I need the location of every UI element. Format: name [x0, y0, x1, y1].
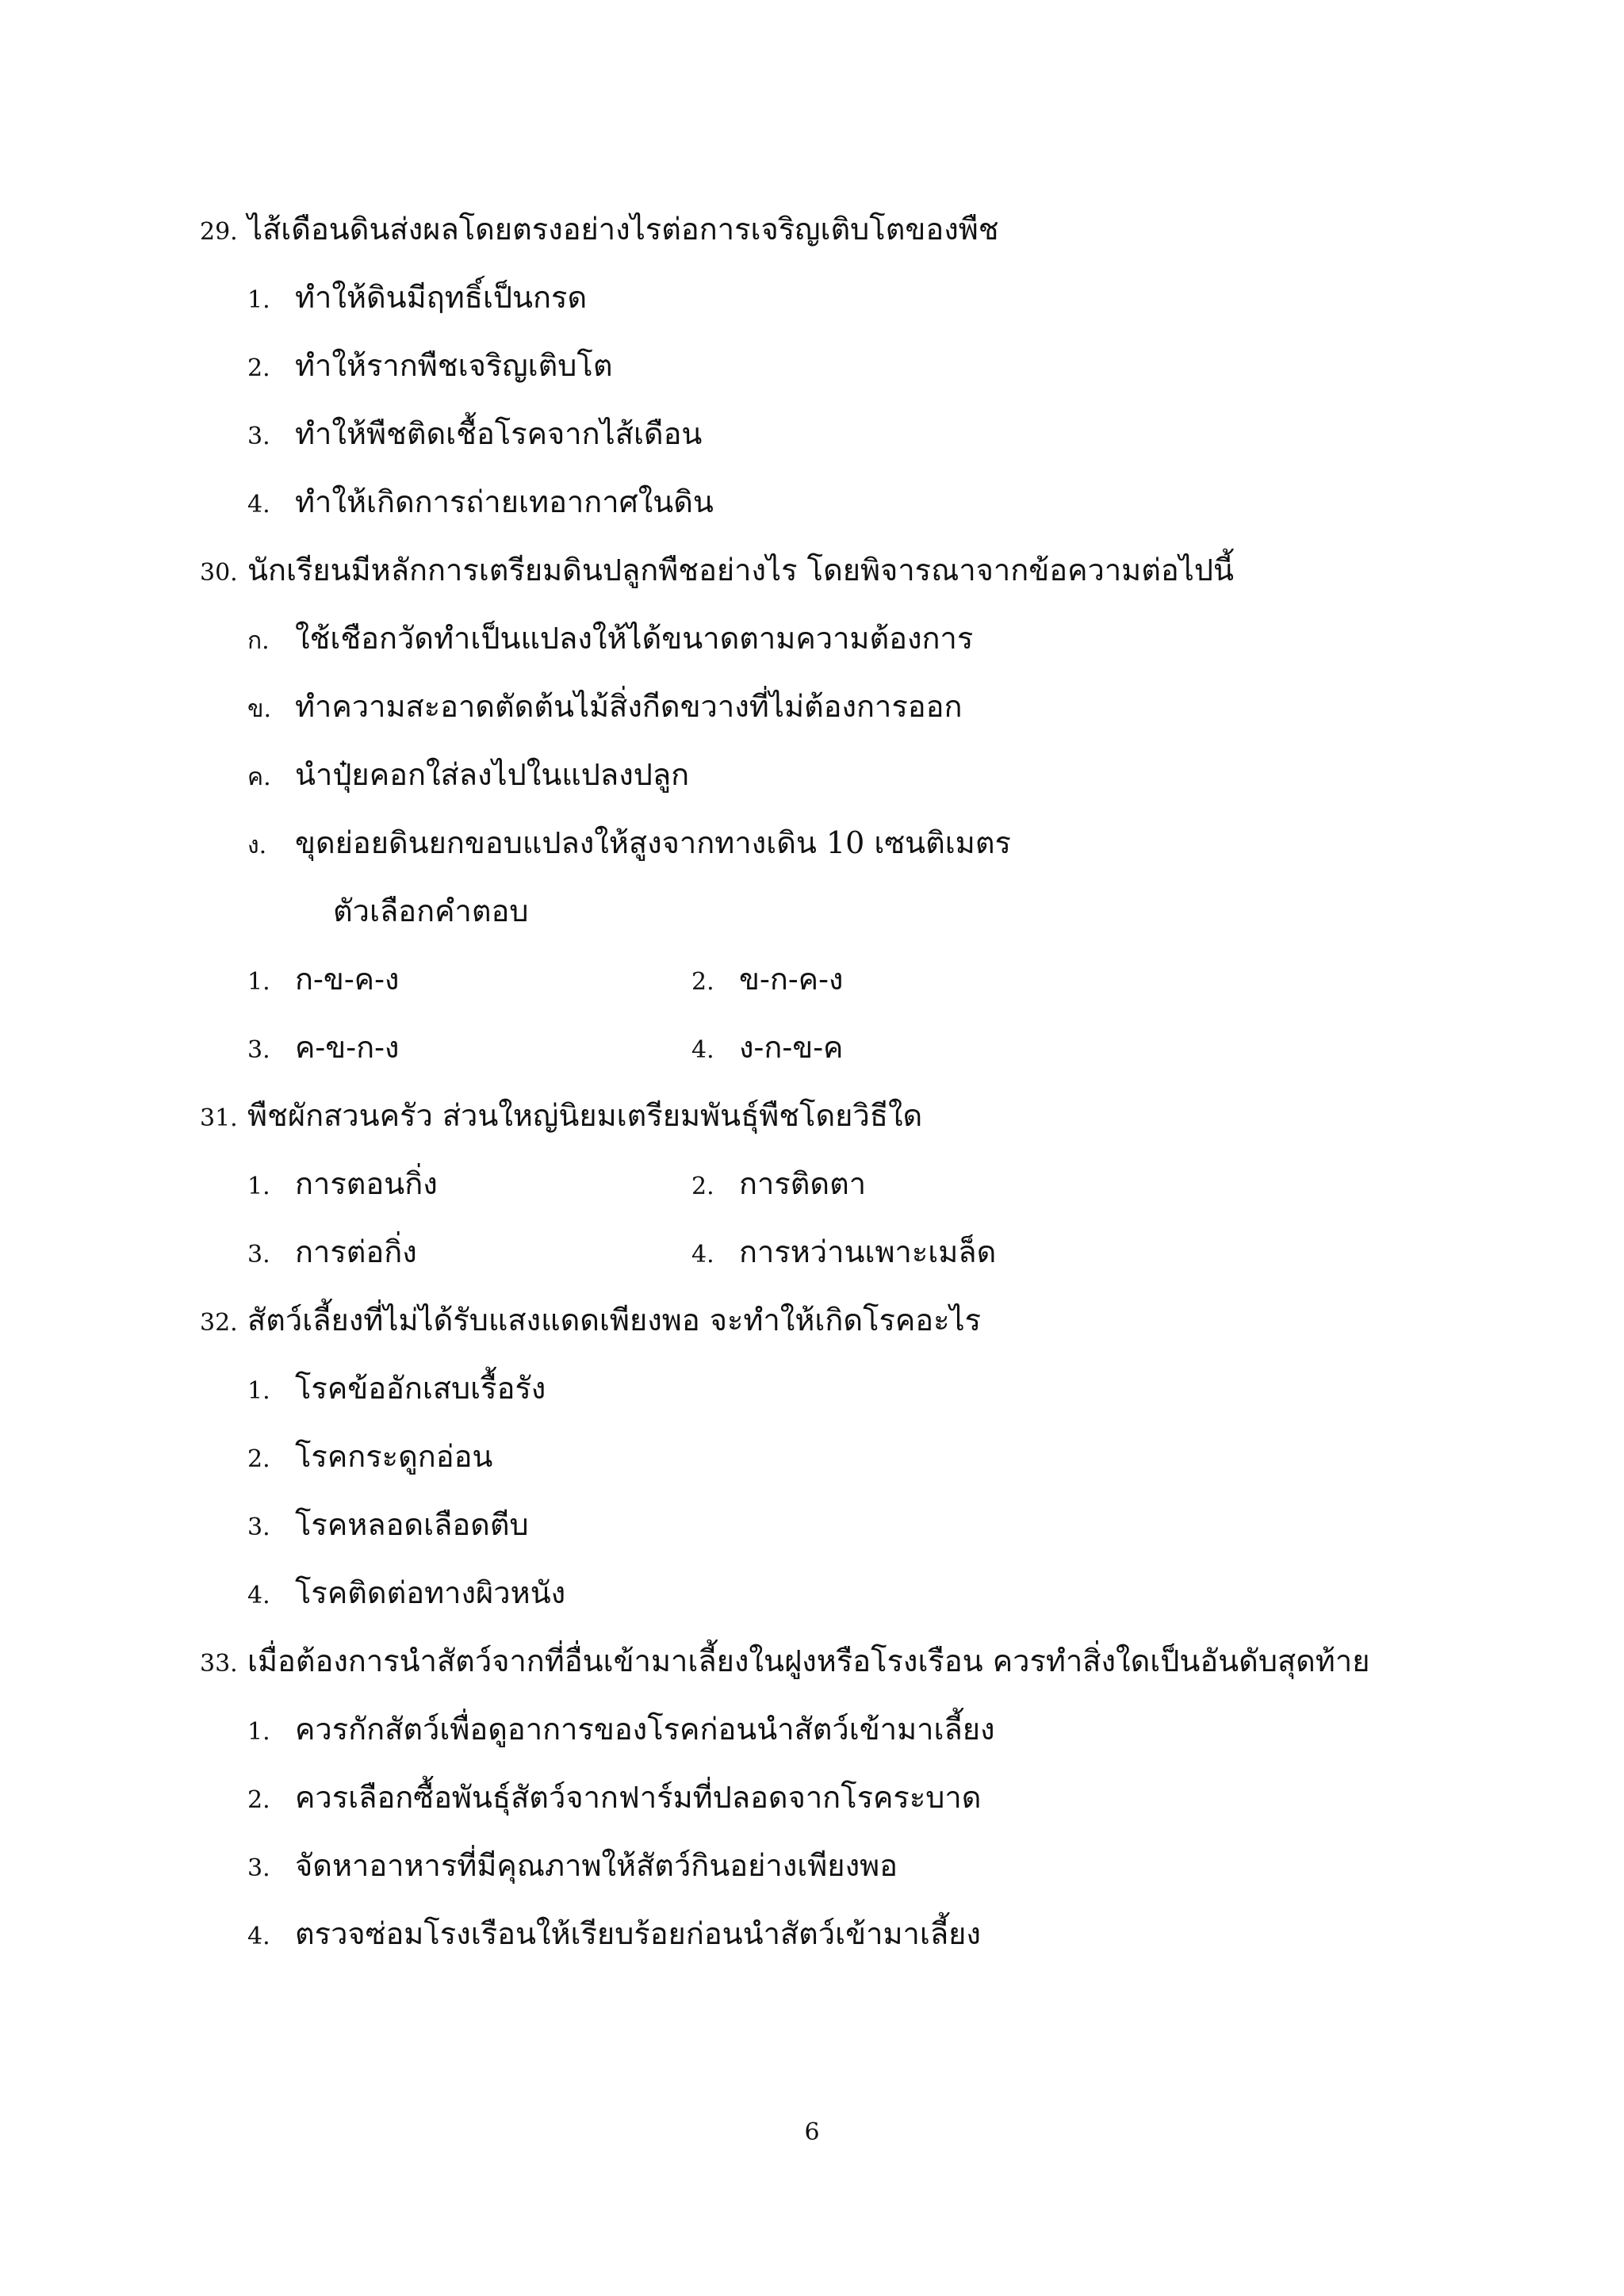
question-33-option-3 [247, 1846, 898, 1888]
statement-text: ใช้เชือกวัดทำเป็นแปลงให้ได้ขนาดตามความต้องการ [295, 621, 974, 656]
question-31-option-1 [247, 1164, 438, 1207]
statement-label: ง. [247, 832, 267, 859]
question-number: 32. [200, 1309, 238, 1337]
question-text: พืชผักสวนครัว ส่วนใหญ่นิยมเตรียมพันธุ์พืชโดยวิธีใด [247, 1098, 923, 1133]
option-number: 3. [247, 423, 270, 450]
option-number: 2. [691, 968, 714, 996]
option-number: 2. [247, 1445, 270, 1473]
option-number: 1. [247, 1718, 270, 1746]
option-text: การตอนกิ่ง [295, 1166, 438, 1201]
statement-label: ก. [247, 627, 270, 655]
question-31-option-4 [691, 1232, 996, 1275]
option-text: ค-ข-ก-ง [295, 1030, 400, 1065]
question-29-option-1 [247, 277, 587, 320]
option-text: ตรวจซ่อมโรงเรือนให้เรียบร้อยก่อนนำสัตว์เข้ามาเลี้ยง [295, 1916, 981, 1951]
option-number: 2. [691, 1173, 714, 1200]
option-number: 4. [247, 1923, 270, 1950]
answer-choices-label: ตัวเลือกคำตอบ [333, 894, 529, 928]
question-31 [200, 1096, 922, 1138]
question-text: สัตว์เลี้ยงที่ไม่ได้รับแสงแดดเพียงพอ จะทำให้เกิดโรคอะไร [247, 1303, 982, 1337]
option-text: โรคหลอดเลือดตีบ [295, 1507, 529, 1542]
question-29-option-3 [247, 414, 702, 457]
question-30-option-1 [247, 959, 399, 1002]
option-number: 3. [247, 1241, 270, 1269]
option-number: 3. [247, 1854, 270, 1882]
question-text: เมื่อต้องการนำสัตว์จากที่อื่นเข้ามาเลี้ยงในฝูงหรือโรงเรือน ควรทำสิ่งใดเป็นอันดับสุดท้าย [247, 1644, 1370, 1678]
option-text: ทำให้เกิดการถ่ายเทอากาศในดิน [295, 484, 714, 519]
question-29-option-2 [247, 346, 613, 388]
option-text: ข-ก-ค-ง [739, 962, 844, 997]
question-32 [200, 1300, 981, 1343]
question-33 [200, 1641, 1369, 1684]
option-text: โรคติดต่อทางผิวหนัง [295, 1575, 566, 1610]
question-30-statement-ko [247, 618, 973, 661]
question-29 [200, 209, 999, 252]
option-text: ควรเลือกซื้อพันธุ์สัตว์จากฟาร์มที่ปลอดจากโรคระบาด [295, 1780, 982, 1815]
question-30-statement-kho-khwai [247, 755, 689, 798]
option-text: ทำให้ดินมีฤทธิ์เป็นกรด [295, 280, 588, 315]
option-number: 1. [247, 1173, 270, 1200]
question-29-option-4 [247, 482, 714, 525]
option-text: ง-ก-ข-ค [739, 1030, 844, 1065]
question-33-option-4 [247, 1914, 981, 1957]
option-text: จัดหาอาหารที่มีคุณภาพให้สัตว์กินอย่างเพียงพอ [295, 1848, 898, 1883]
question-text: ไส้เดือนดินส่งผลโดยตรงอย่างไรต่อการเจริญเติบโตของพืช [247, 212, 999, 247]
option-number: 1. [247, 968, 270, 996]
option-text: การหว่านเพาะเมล็ด [739, 1234, 997, 1269]
option-number: 3. [247, 1513, 270, 1541]
question-number: 31. [200, 1104, 238, 1132]
question-30-option-4 [691, 1027, 843, 1070]
option-number: 4. [247, 491, 270, 519]
question-33-option-2 [247, 1777, 981, 1820]
option-number: 4. [691, 1036, 714, 1064]
option-text: การต่อกิ่ง [295, 1234, 417, 1269]
option-number: 3. [247, 1036, 270, 1064]
question-32-option-2 [247, 1437, 492, 1479]
question-30 [200, 550, 1234, 593]
option-number: 1. [247, 1377, 270, 1405]
option-number: 1. [247, 286, 270, 314]
option-number: 2. [247, 354, 270, 382]
question-number: 33. [200, 1650, 238, 1678]
page-number: 6 [804, 2118, 820, 2146]
option-text: การติดตา [739, 1166, 867, 1201]
option-text: ก-ข-ค-ง [295, 962, 400, 997]
question-31-option-3 [247, 1232, 417, 1275]
statement-text: ขุดย่อยดินยกขอบแปลงให้สูงจากทางเดิน 10 เซนติเมตร [295, 825, 1011, 860]
option-number: 2. [247, 1786, 270, 1814]
question-30-statement-ngo [247, 823, 1011, 866]
question-30-option-2 [691, 959, 843, 1002]
question-text: นักเรียนมีหลักการเตรียมดินปลูกพืชอย่างไร โดยพิจารณาจากข้อความต่อไปนี้ [247, 553, 1234, 587]
statement-label: ข. [247, 695, 272, 723]
option-text: โรคกระดูกอ่อน [295, 1439, 493, 1474]
question-32-option-1 [247, 1368, 546, 1411]
statement-text: นำปุ๋ยคอกใส่ลงไปในแปลงปลูก [295, 757, 690, 792]
question-33-option-1 [247, 1709, 995, 1752]
question-30-statement-kho [247, 687, 962, 729]
question-32-option-3 [247, 1505, 529, 1548]
statement-text: ทำความสะอาดตัดต้นไม้สิ่งกีดขวางที่ไม่ต้องการออก [295, 689, 963, 724]
question-32-option-4 [247, 1573, 565, 1616]
option-text: ควรกักสัตว์เพื่อดูอาการของโรคก่อนนำสัตว์เข้ามาเลี้ยง [295, 1712, 995, 1747]
option-number: 4. [691, 1241, 714, 1269]
question-number: 29. [200, 218, 238, 246]
question-31-option-2 [691, 1164, 866, 1207]
question-30-option-3 [247, 1027, 399, 1070]
option-text: ทำให้รากพืชเจริญเติบโต [295, 348, 613, 383]
option-number: 4. [247, 1582, 270, 1609]
option-text: ทำให้พืชติดเชื้อโรคจากไส้เดือน [295, 416, 703, 451]
question-number: 30. [200, 559, 238, 587]
statement-label: ค. [247, 763, 271, 791]
option-text: โรคข้ออักเสบเรื้อรัง [295, 1371, 546, 1406]
